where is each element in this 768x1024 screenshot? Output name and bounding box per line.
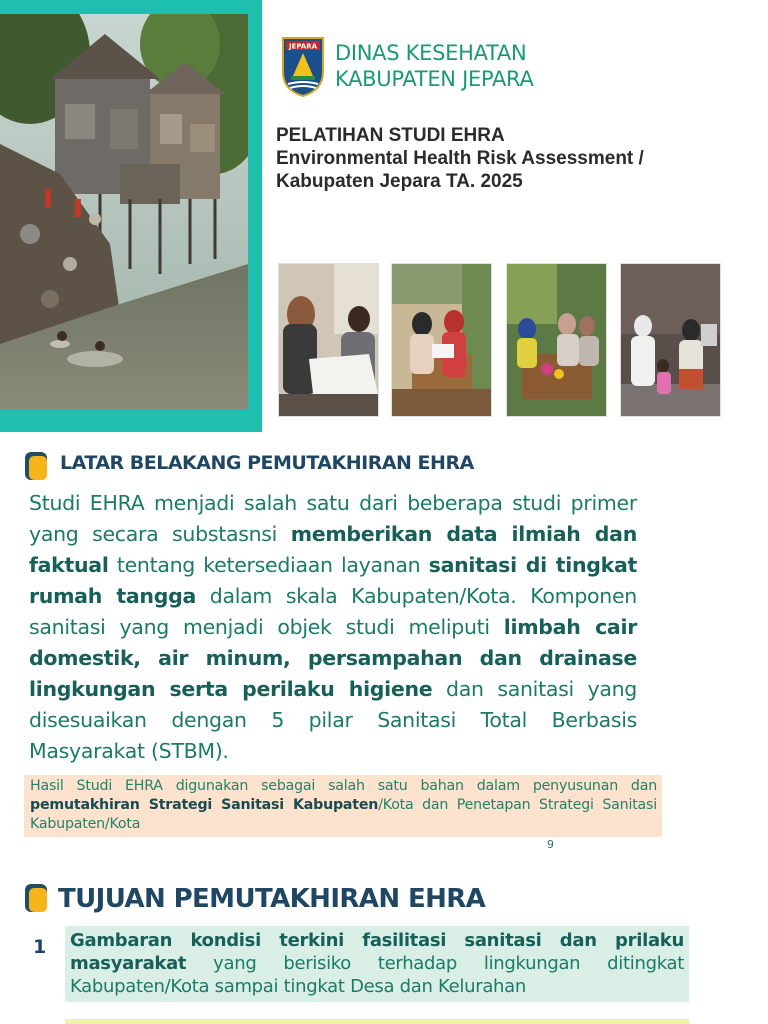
training-title: PELATIHAN STUDI EHRA — [276, 125, 505, 146]
emphasis-text: memberikan data ilmiah dan faktual — [29, 522, 638, 577]
agency-name — [335, 40, 534, 92]
goal-number: 1 — [33, 936, 47, 958]
jepara-emblem-logo — [280, 36, 326, 98]
background-paragraph — [29, 488, 637, 767]
text-run: tentang ketersediaan layanan — [108, 553, 429, 577]
riverside-slum-photo — [0, 14, 248, 409]
training-session-photo-1 — [278, 263, 379, 417]
agency-line1: DINAS KESEHATAN — [335, 41, 527, 65]
text-run: Studi EHRA menjadi salah satu dari beberapa studi primer yang secara substasnsi — [29, 491, 637, 546]
page-number: 9 — [547, 838, 554, 851]
training-subtitle-line1: Environmental Health Risk Assessment / — [276, 148, 644, 169]
agency-line2: KABUPATEN JEPARA — [335, 67, 534, 91]
emphasis-text: limbah cair domestik, air minum, persampahan dan drainase lingkungan serta perilaku higiene — [29, 615, 637, 701]
training-subtitle-line2: Kabupaten Jepara TA. 2025 — [276, 171, 523, 192]
training-session-photo-2 — [391, 263, 492, 417]
text-run: /Kota dan Penetapan Strategi Sanitasi Kabupaten/Kota — [30, 797, 657, 832]
emphasis-text: Gambaran kondisi terkini fasilitasi sanitasi dan prilaku masyarakat — [70, 930, 684, 974]
text-run: Hasil Studi EHRA digunakan sebagai salah satu bahan dalam penyusunan dan — [30, 778, 657, 794]
emphasis-text: sanitasi di tingkat rumah tangga — [29, 553, 638, 608]
text-run: dan sanitasi yang disesuaikan dengan 5 pilar Sanitasi Total Berbasis Masyarakat (STBM). — [29, 677, 637, 763]
ehra-usage-note — [24, 775, 662, 837]
emphasis-text: pemutakhiran Strategi Sanitasi Kabupaten — [30, 797, 379, 813]
text-run: yang berisiko terhadap lingkungan ditingkat Kabupaten/Kota sampai tingkat Desa dan Kelurahan — [70, 953, 684, 997]
hero-frame — [0, 0, 262, 432]
goal-item-next-edge — [65, 1019, 689, 1024]
section-tujuan-title: TUJUAN PEMUTAKHIRAN EHRA — [58, 884, 486, 914]
training-session-photo-3 — [506, 263, 607, 417]
section-bullet-icon — [25, 452, 47, 480]
training-title-block — [276, 124, 756, 193]
text-run: dalam skala Kabupaten/Kota. Komponen sanitasi yang menjadi objek studi meliputi — [29, 584, 637, 639]
goal-item — [65, 926, 689, 1002]
training-session-photo-4 — [620, 263, 721, 417]
logo-text: JEPARA — [288, 42, 318, 51]
section-bullet-icon — [25, 884, 47, 912]
section-latar-belakang-title: LATAR BELAKANG PEMUTAKHIRAN EHRA — [60, 452, 474, 474]
